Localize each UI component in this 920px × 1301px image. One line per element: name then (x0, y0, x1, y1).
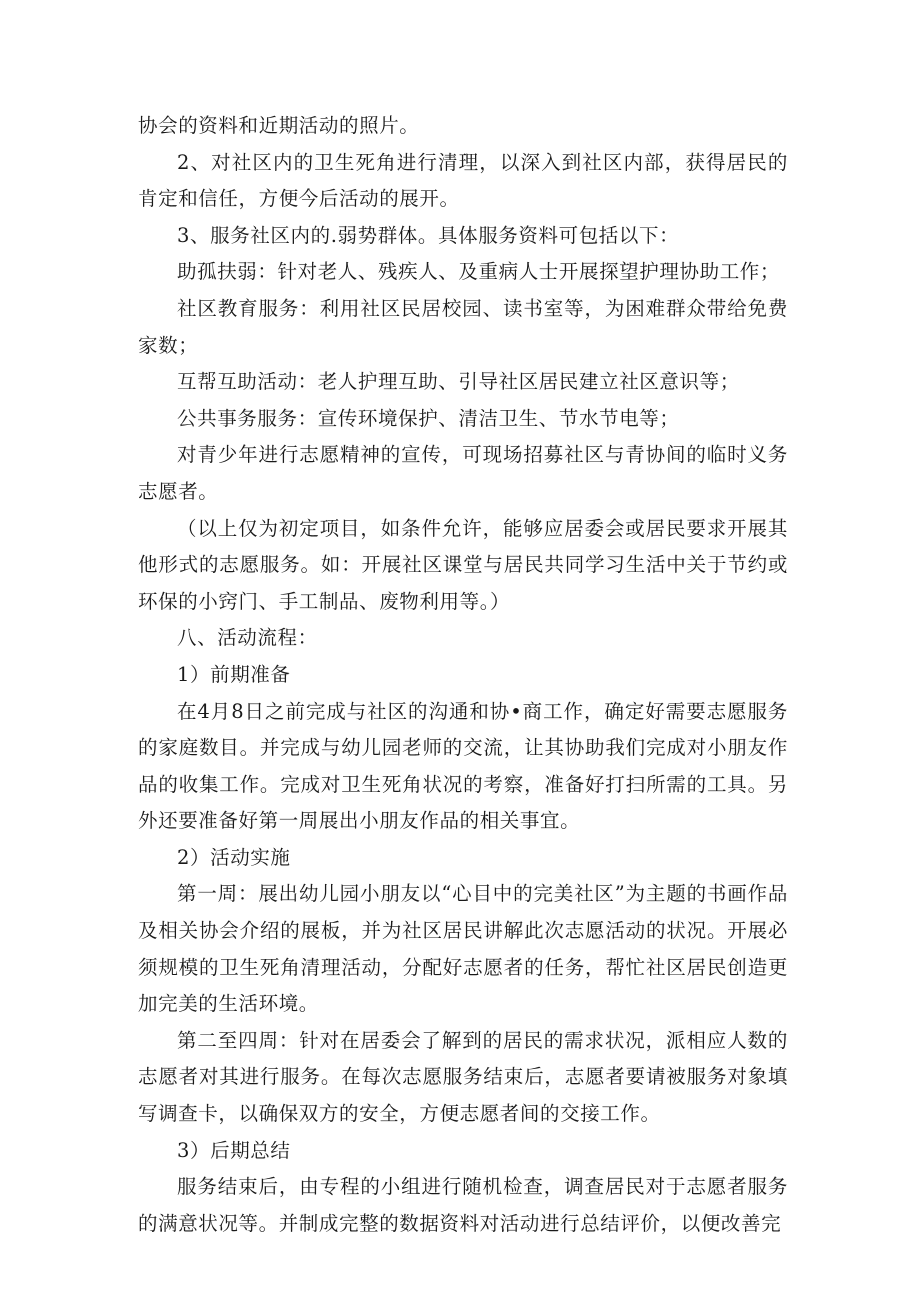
paragraph-service-support: 助孤扶弱：针对老人、残疾人、及重病人士开展探望护理协助工作； (177, 260, 781, 284)
paragraph-item-3: 3、服务社区内的.弱势群体。具体服务资料可包括以下： (177, 223, 680, 247)
subheading-implementation: 2）活动实施 (177, 845, 291, 869)
section-heading-process: 八、活动流程： (177, 626, 318, 650)
paragraph-weeks-two-to-four: 第二至四周：针对在居委会了解到的居民的需求状况，派相应人数的志愿者对其进行服务。在每次志愿服务结束后，志愿者要请被服务对象填写调查卡，以确保双方的安全，方便志愿者间的交接工作。 (138, 1028, 788, 1126)
paragraph-service-mutual-aid: 互帮互助活动：老人护理互助、引导社区居民建立社区意识等； (177, 370, 740, 394)
paragraph-youth-volunteer: 对青少年进行志愿精神的宣传，可现场招募社区与青协间的临时义务志愿者。 (138, 443, 788, 503)
paragraph-week-one: 第一周：展出幼儿园小朋友以“心目中的完美社区”为主题的书画作品及相关协会介绍的展板，并为社区居民讲解此次志愿活动的状况。开展必须规模的卫生死角清理活动，分配好志愿者的任务，帮忙社区居民创造更加完美的生活环境。 (138, 882, 788, 1016)
paragraph-service-public-affairs: 公共事务服务：宣传环境保护、清洁卫生、节水节电等； (177, 406, 680, 430)
paragraph-preparation: 在4月8日之前完成与社区的沟通和协•商工作，确定好需要志愿服务的家庭数目。并完成与幼儿园老师的交流，让其协助我们完成对小朋友作品的收集工作。完成对卫生死角状况的考察，准备好打扫所需的工具。另外还要准备好第一周展出小朋友作品的相关事宜。 (138, 699, 788, 833)
paragraph-note: （以上仅为初定项目，如条件允许，能够应居委会或居民要求开展其他形式的志愿服务。如：开展社区课堂与居民共同学习生活中关于节约或环保的小窍门、手工制品、废物利用等。） (138, 516, 788, 613)
subheading-summary: 3）后期总结 (177, 1138, 291, 1162)
document-body (138, 108, 788, 1242)
paragraph-service-education: 社区教育服务：利用社区民居校园、读书室等，为困难群众带给免费家数； (138, 296, 788, 357)
paragraph-continuation: 协会的资料和近期活动的照片。 (138, 114, 420, 137)
subheading-preparation: 1）前期准备 (177, 662, 291, 686)
paragraph-item-2: 2、对社区内的卫生死角进行清理，以深入到社区内部，获得居民的肯定和信任，方便今后活动的展开。 (138, 150, 788, 211)
paragraph-summary: 服务结束后，由专程的小组进行随机检查，调查居民对于志愿者服务的满意状况等。并制成完整的数据资料对活动进行总结评价，以便改善完 (138, 1175, 788, 1235)
